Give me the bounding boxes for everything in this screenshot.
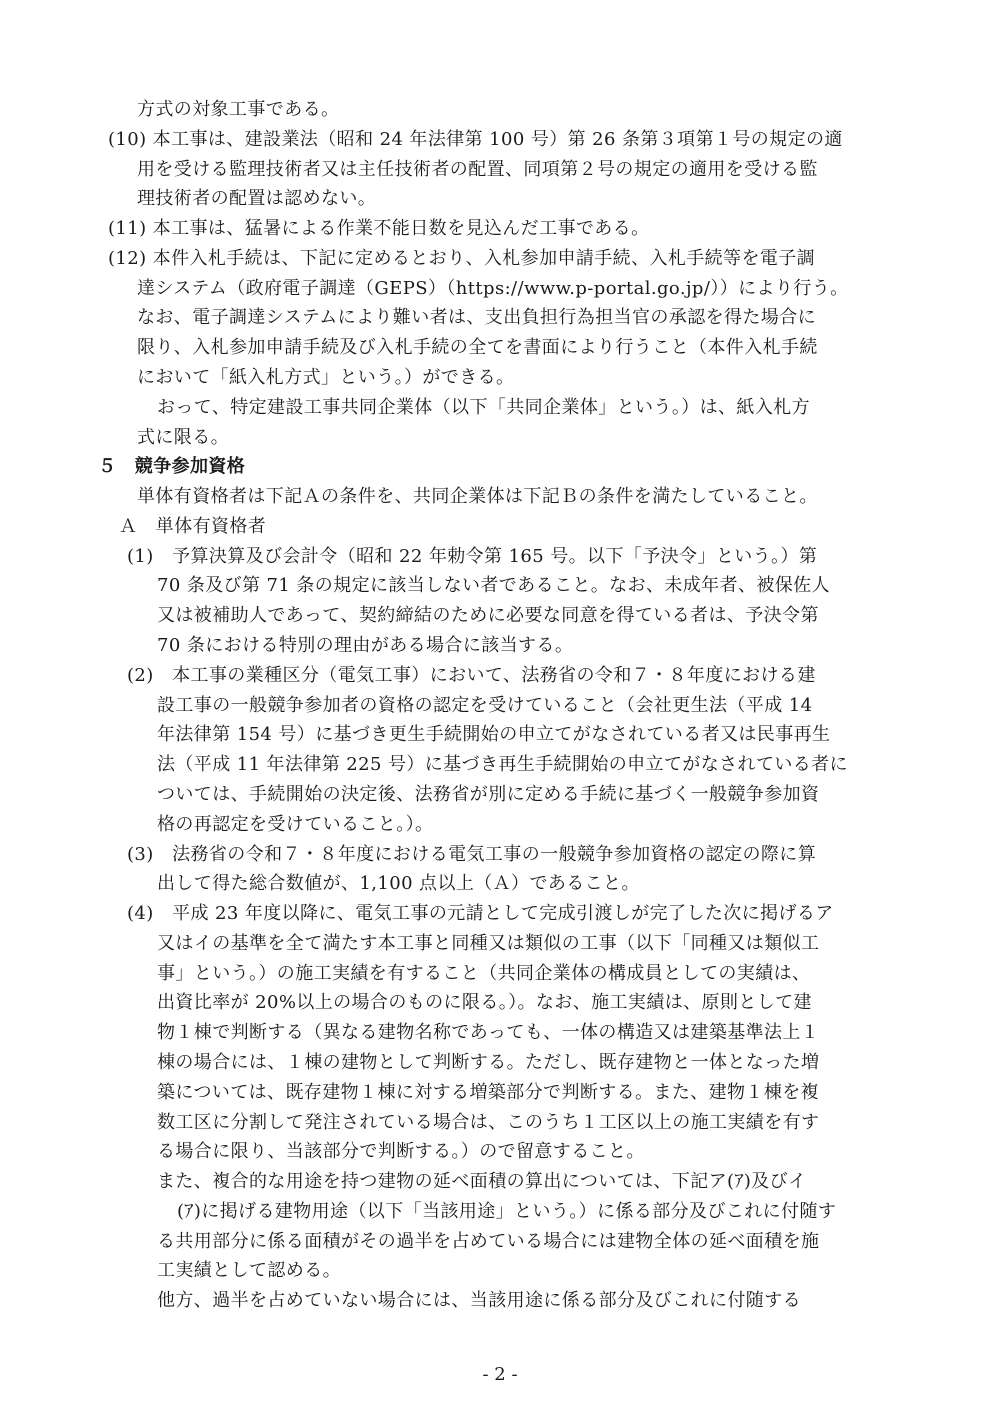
text-line: (1) 予算決算及び会計令（昭和 22 年勅令第 165 号。以下「予決令」という。）第 <box>127 546 818 567</box>
section-heading: ５ 競争参加資格 <box>98 456 246 477</box>
text-line: (10) 本工事は、建設業法（昭和 24 年法律第 100 号）第 26 条第３項第１号の規定の適 <box>108 129 843 150</box>
text-line: 年法律第 154 号）に基づき更生手続開始の申立てがなされている者又は民事再生 <box>157 724 831 745</box>
text-line: 法（平成 11 年法律第 225 号）に基づき再生手続開始の申立てがなされている者に <box>157 754 848 775</box>
text-line: (12) 本件入札手続は、下記に定めるとおり、入札参加申請手続、入札手続等を電子調 <box>108 248 816 269</box>
text-line: 他方、過半を占めていない場合には、当該用途に係る部分及びこれに付随する <box>157 1290 801 1311</box>
text-line: (11) 本工事は、猛暑による作業不能日数を見込んだ工事である。 <box>108 218 650 239</box>
text-line: る共用部分に係る面積がその過半を占めている場合には建物全体の延べ面積を施 <box>157 1231 820 1252</box>
text-line: 単体有資格者は下記Ａの条件を、共同企業体は下記Ｂの条件を満たしていること。 <box>137 486 818 507</box>
text-line: 達システム（政府電子調達（GEPS）（https://www.p-portal.go.jp/））により行う。 <box>137 278 849 299</box>
text-line: (ｱ)に掲げる建物用途（以下「当該用途」という。）に係る部分及びこれに付随す <box>177 1201 837 1222</box>
text-line: る場合に限り、当該部分で判断する。）ので留意すること。 <box>157 1141 645 1162</box>
text-line: 数工区に分割して発注されている場合は、このうち１工区以上の施工実績を有す <box>157 1112 820 1133</box>
text-line: 出して得た総合数値が、1,100 点以上（Ａ）であること。 <box>157 873 640 894</box>
text-line: (3) 法務省の令和７・８年度における電気工事の一般競争参加資格の認定の際に算 <box>127 844 817 865</box>
text-line: おって、特定建設工事共同企業体（以下「共同企業体」という。）は、紙入札方 <box>157 397 811 418</box>
text-line: ついては、手続開始の決定後、法務省が別に定める手続に基づく一般競争参加資 <box>157 784 820 805</box>
text-line: (4) 平成 23 年度以降に、電気工事の元請として完成引渡しが完了した次に掲げるア <box>127 903 834 924</box>
text-line: 方式の対象工事である。 <box>137 99 340 120</box>
text-line: 用を受ける監理技術者又は主任技術者の配置、同項第２号の規定の適用を受ける監 <box>137 159 818 180</box>
text-line: 出資比率が 20%以上の場合のものに限る。）。なお、施工実績は、原則として建 <box>157 992 812 1013</box>
text-line: 70 条及び第 71 条の規定に該当しない者であること。なお、未成年者、被保佐人 <box>157 575 830 596</box>
text-line: 式に限る。 <box>137 427 229 448</box>
text-line: 理技術者の配置は認めない。 <box>137 188 377 209</box>
text-line: 事」という。）の施工実績を有すること（共同企業体の構成員としての実績は、 <box>157 963 811 984</box>
text-line: 70 条における特別の理由がある場合に該当する。 <box>157 635 574 656</box>
subsection-heading: Ａ 単体有資格者 <box>119 516 267 537</box>
text-line: 築については、既存建物１棟に対する増築部分で判断する。また、建物１棟を複 <box>157 1082 820 1103</box>
text-line: なお、電子調達システムにより難い者は、支出負担行為担当官の承認を得た場合に <box>137 307 816 328</box>
page-number: - 2 - <box>482 1364 518 1385</box>
text-line: 又は被補助人であって、契約締結のために必要な同意を得ている者は、予決令第 <box>157 605 819 626</box>
text-line: 物１棟で判断する（異なる建物名称であっても、一体の構造又は建築基準法上１ <box>157 1022 820 1043</box>
text-line: 格の再認定を受けていること。）。 <box>157 814 434 835</box>
text-line: (2) 本工事の業種区分（電気工事）において、法務省の令和７・８年度における建 <box>127 665 816 686</box>
text-line: また、複合的な用途を持つ建物の延べ面積の算出については、下記ア(ｱ)及びイ <box>157 1171 807 1192</box>
text-line: 工実績として認める。 <box>157 1260 341 1281</box>
text-line: において「紙入札方式」という。）ができる。 <box>137 367 515 388</box>
text-line: 限り、入札参加申請手続及び入札手続の全てを書面により行うこと（本件入札手続 <box>137 337 818 358</box>
text-line: 棟の場合には、１棟の建物として判断する。ただし、既存建物と一体となった増 <box>157 1052 820 1073</box>
text-line: 又はイの基準を全て満たす本工事と同種又は類似の工事（以下「同種又は類似工 <box>157 933 820 954</box>
text-line: 設工事の一般競争参加者の資格の認定を受けていること（会社更生法（平成 14 <box>157 695 813 716</box>
